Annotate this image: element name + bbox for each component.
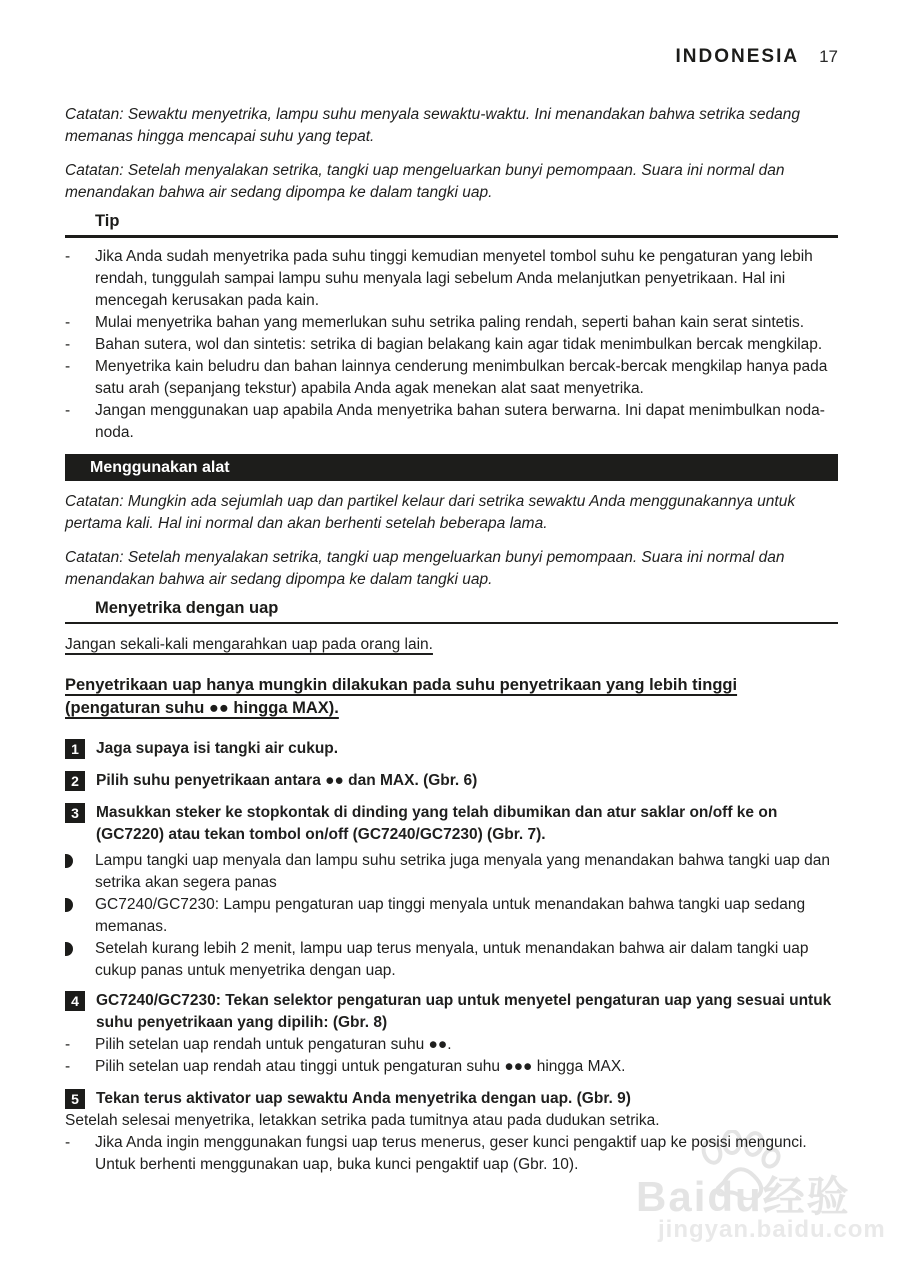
option-item — [65, 1056, 838, 1078]
step4-option-list — [65, 1034, 838, 1078]
dash-marker: - — [65, 1036, 71, 1053]
dash-marker: - — [65, 1058, 71, 1075]
page-header — [65, 46, 838, 68]
requirement-line: (pengaturan suhu ●● hingga MAX). — [65, 699, 339, 717]
step-number-badge: 5 — [65, 1089, 85, 1109]
dash-marker: - — [65, 402, 71, 419]
tip-list — [65, 246, 838, 444]
tip-bullet-text: Bahan sutera, wol dan sintetis: setrika di bagian belakang kain agar tidak menimbulkan bercak mengkilap. — [95, 336, 823, 353]
tip-bullet-text: Mulai menyetrika bahan yang memerlukan suhu setrika paling rendah, seperti bahan kain serat sintetis. — [95, 314, 805, 331]
closing-paragraph: Setelah selesai menyetrika, letakkan setrika pada tumitnya atau pada dudukan setrika. — [65, 1112, 660, 1129]
watermark-url: jingyan.baidu.com — [658, 1216, 886, 1243]
dash-marker: - — [65, 336, 71, 353]
tip-bullet — [65, 400, 838, 444]
closing-bullet-text: Jika Anda ingin menggunakan fungsi uap terus menerus, geser kunci pengaktif uap ke posisi mengunci. Untuk berhenti menggunakan uap, buka kunci pengaktif uap (Gbr. 10). — [95, 1134, 807, 1173]
result-text: Setelah kurang lebih 2 menit, lampu uap terus menyala, untuk menandakan bahwa air dalam tangki uap cukup panas untuk menyetrika dengan uap. — [95, 940, 809, 979]
step-item — [65, 990, 838, 1034]
requirement-line: Penyetrikaan uap hanya mungkin dilakukan pada suhu penyetrikaan yang lebih tinggi — [65, 676, 738, 694]
step-item — [65, 802, 838, 846]
step-text: Masukkan steker ke stopkontak di dinding yang telah dibumikan dan atur saklar on/off ke on (GC7220) atau tekan tombol on/off (GC7240/GC7230) (Gbr. 7). — [96, 804, 778, 843]
result-item — [65, 938, 838, 982]
warning-text: Jangan sekali-kali mengarahkan uap pada orang lain. — [65, 636, 433, 653]
step-item — [65, 738, 838, 760]
note-paragraph: Catatan: Setelah menyalakan setrika, tangki uap mengeluarkan bunyi pemompaan. Suara ini normal dan menandakan bahwa air sedang dipompa ke dalam tangki uap. — [65, 549, 785, 588]
note-paragraph: Catatan: Setelah menyalakan setrika, tangki uap mengeluarkan bunyi pemompaan. Suara ini normal dan menandakan bahwa air sedang dipompa ke dalam tangki uap. — [65, 162, 785, 201]
language-title: INDONESIA — [675, 46, 800, 67]
tip-bullet — [65, 356, 838, 400]
step-item — [65, 1088, 838, 1110]
result-text: Lampu tangki uap menyala dan lampu suhu setrika juga menyala yang menandakan bahwa tangki uap dan setrika akan segera panas — [95, 852, 831, 891]
half-circle-marker — [65, 938, 95, 982]
section-banner: Menggunakan alat — [65, 454, 838, 481]
half-circle-marker — [65, 850, 95, 894]
step-number-badge: 4 — [65, 991, 85, 1011]
step-number-badge: 2 — [65, 771, 85, 791]
result-text: GC7240/GC7230: Lampu pengaturan uap tinggi menyala untuk menandakan bahwa tangki uap sedang memanas. — [95, 896, 806, 935]
step-text: Tekan terus aktivator uap sewaktu Anda menyetrika dengan uap. (Gbr. 9) — [96, 1090, 631, 1107]
result-item — [65, 894, 838, 938]
tip-bullet — [65, 334, 838, 356]
closing-bullet — [65, 1132, 838, 1176]
step-text: GC7240/GC7230: Tekan selektor pengaturan uap untuk menyetel pengaturan uap yang sesuai untuk suhu penyetrikaan yang dipilih: (Gbr. 8) — [96, 992, 832, 1031]
dash-marker: - — [65, 358, 71, 375]
step-number-badge: 1 — [65, 739, 85, 759]
step-text: Jaga supaya isi tangki air cukup. — [96, 740, 339, 757]
half-circle-marker — [65, 894, 95, 938]
option-text: Pilih setelan uap rendah untuk pengaturan suhu ●●. — [95, 1036, 452, 1053]
tip-bullet — [65, 246, 838, 312]
step-number-badge: 3 — [65, 803, 85, 823]
tip-bullet-text: Menyetrika kain beludru dan bahan lainnya cenderung menimbulkan bercak-bercak mengkilap hanya pada satu arah (sepanjang tekstur) apabila Anda agak menekan alat saat menyetrika. — [95, 358, 828, 397]
dash-marker: - — [65, 248, 71, 265]
steam-subheading: Menyetrika dengan uap — [65, 599, 838, 624]
result-item — [65, 850, 838, 894]
tip-bullet-text: Jangan menggunakan uap apabila Anda menyetrika bahan sutera berwarna. Ini dapat menimbulkan noda-noda. — [95, 402, 825, 441]
watermark-brand: Baidu经验 — [636, 1173, 851, 1220]
option-text: Pilih setelan uap rendah atau tinggi untuk pengaturan suhu ●●● hingga MAX. — [95, 1058, 626, 1075]
tip-bullet — [65, 312, 838, 334]
result-list — [65, 850, 838, 982]
step-text: Pilih suhu penyetrikaan antara ●● dan MAX. (Gbr. 6) — [96, 772, 478, 789]
page-number: 17 — [819, 47, 838, 66]
requirement-text — [65, 674, 838, 720]
dash-marker: - — [65, 314, 71, 331]
option-item — [65, 1034, 838, 1056]
note-paragraph: Catatan: Mungkin ada sejumlah uap dan partikel kelaur dari setrika sewaktu Anda menggunakannya untuk pertama kali. Hal ini normal dan akan berhenti setelah beberapa lama. — [65, 493, 796, 532]
tip-heading: Tip — [65, 212, 838, 238]
dash-marker: - — [65, 1134, 71, 1151]
step-item — [65, 770, 838, 792]
tip-bullet-text: Jika Anda sudah menyetrika pada suhu tinggi kemudian menyetel tombol suhu ke pengaturan yang lebih rendah, tunggulah sampai lampu suhu menyala lagi sebelum Anda melanjutkan penyetrikaan. Hal ini mencegah kerusakan pada kain. — [95, 248, 813, 309]
note-paragraph: Catatan: Sewaktu menyetrika, lampu suhu menyala sewaktu-waktu. Ini menandakan bahwa setrika sedang memanas hingga mencapai suhu yang tepat. — [65, 106, 800, 145]
